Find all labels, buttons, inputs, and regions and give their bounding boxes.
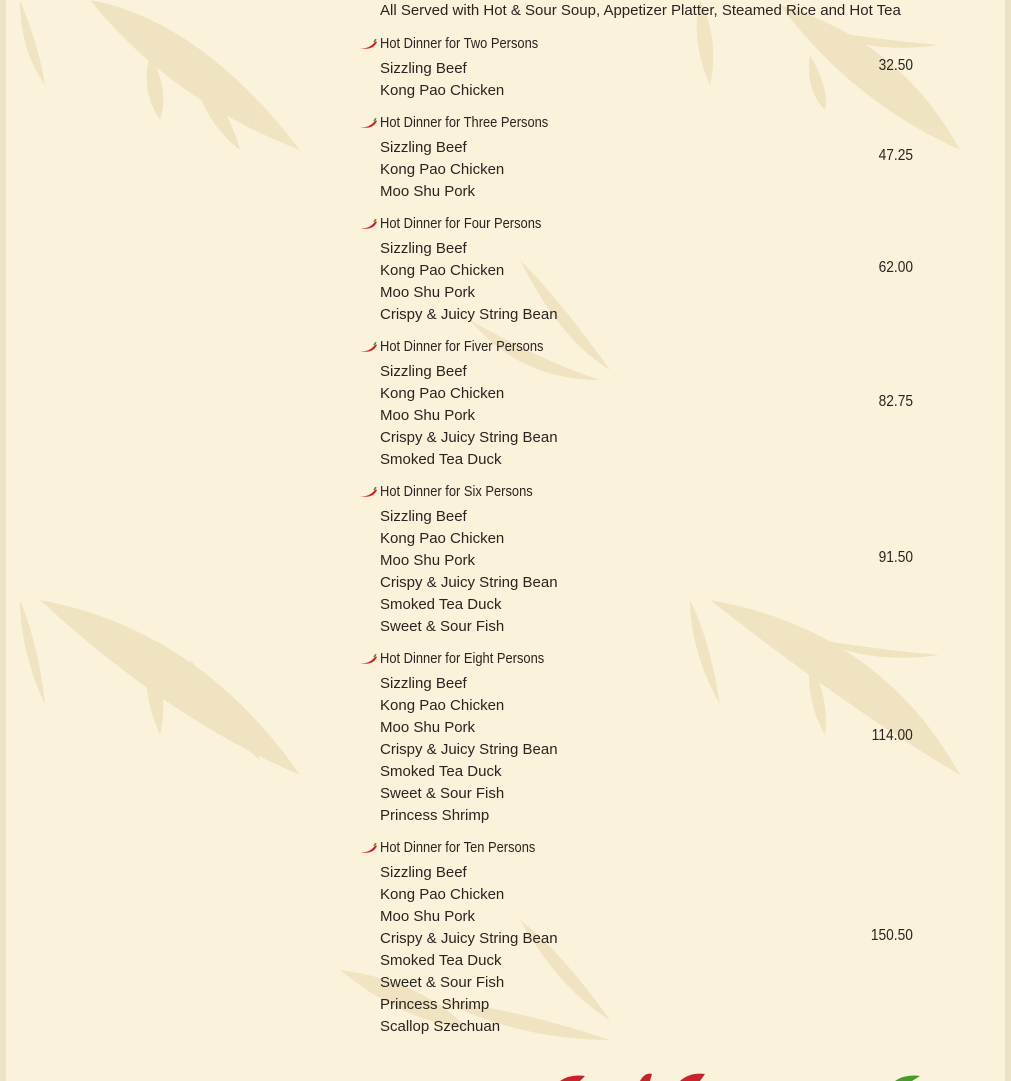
chili-pepper-icon [358, 219, 378, 233]
dish-item: Sizzling Beef [380, 139, 467, 156]
dish-list [380, 506, 558, 638]
dish-item: Sweet & Sour Fish [380, 785, 505, 802]
menu-item-price: 91.50 [878, 549, 913, 566]
dish-item: Kong Pao Chicken [380, 886, 505, 903]
dish-item: Sizzling Beef [380, 508, 467, 525]
menu-item-title: Hot Dinner for Eight Persons [380, 650, 545, 667]
dish-item: Scallop Szechuan [380, 1018, 501, 1035]
menu-intro-text: All Served with Hot & Sour Soup, Appetizer Platter, Steamed Rice and Hot Tea [380, 2, 901, 19]
dish-list [380, 361, 558, 471]
dish-item: Smoked Tea Duck [380, 451, 502, 468]
menu-item-title: Hot Dinner for Fiver Persons [380, 338, 544, 355]
dish-item: Moo Shu Pork [380, 719, 476, 736]
menu-item-price: 32.50 [878, 57, 913, 74]
dish-item: Crispy & Juicy String Bean [380, 306, 558, 323]
dish-item: Sizzling Beef [380, 675, 467, 692]
dish-item: Sweet & Sour Fish [380, 974, 505, 991]
dish-item: Princess Shrimp [380, 996, 490, 1013]
dish-list [380, 238, 558, 326]
dish-item: Kong Pao Chicken [380, 385, 505, 402]
dish-item: Sizzling Beef [380, 240, 467, 257]
decorative-footer-art [540, 1066, 1000, 1081]
dish-list [380, 673, 558, 827]
menu-item-price: 47.25 [878, 147, 913, 164]
dish-item: Moo Shu Pork [380, 407, 476, 424]
dish-item: Crispy & Juicy String Bean [380, 741, 558, 758]
menu-item-title: Hot Dinner for Ten Persons [380, 839, 536, 856]
chili-pepper-icon [358, 843, 378, 857]
menu-item-title: Hot Dinner for Four Persons [380, 215, 542, 232]
chili-pepper-icon [358, 487, 378, 501]
menu-item-title: Hot Dinner for Two Persons [380, 35, 539, 52]
dish-item: Sizzling Beef [380, 864, 467, 881]
dish-item: Moo Shu Pork [380, 183, 476, 200]
dish-item: Moo Shu Pork [380, 284, 476, 301]
dish-item: Kong Pao Chicken [380, 161, 505, 178]
dish-list [380, 137, 504, 203]
menu-item-title: Hot Dinner for Three Persons [380, 114, 549, 131]
dish-list [380, 58, 504, 102]
dish-item: Kong Pao Chicken [380, 82, 505, 99]
dish-item: Crispy & Juicy String Bean [380, 930, 558, 947]
dish-item: Kong Pao Chicken [380, 697, 505, 714]
menu-item-title: Hot Dinner for Six Persons [380, 483, 533, 500]
menu-item-price: 62.00 [878, 259, 913, 276]
dish-item: Sizzling Beef [380, 363, 467, 380]
dish-item: Kong Pao Chicken [380, 262, 505, 279]
dish-item: Crispy & Juicy String Bean [380, 574, 558, 591]
dish-item: Kong Pao Chicken [380, 530, 505, 547]
menu-item-price: 114.00 [871, 727, 913, 744]
menu-item-price: 82.75 [878, 393, 913, 410]
dish-list [380, 862, 558, 1038]
chili-pepper-icon [358, 39, 378, 53]
dish-item: Princess Shrimp [380, 807, 490, 824]
dish-item: Sweet & Sour Fish [380, 618, 505, 635]
menu-item-price: 150.50 [870, 927, 913, 944]
chili-pepper-icon [358, 654, 378, 668]
dish-item: Moo Shu Pork [380, 552, 476, 569]
dish-item: Sizzling Beef [380, 60, 467, 77]
dish-item: Crispy & Juicy String Bean [380, 429, 558, 446]
chili-pepper-icon [358, 342, 378, 356]
chili-pepper-icon [358, 118, 378, 132]
dish-item: Smoked Tea Duck [380, 763, 502, 780]
dish-item: Smoked Tea Duck [380, 952, 502, 969]
dish-item: Smoked Tea Duck [380, 596, 502, 613]
dish-item: Moo Shu Pork [380, 908, 476, 925]
